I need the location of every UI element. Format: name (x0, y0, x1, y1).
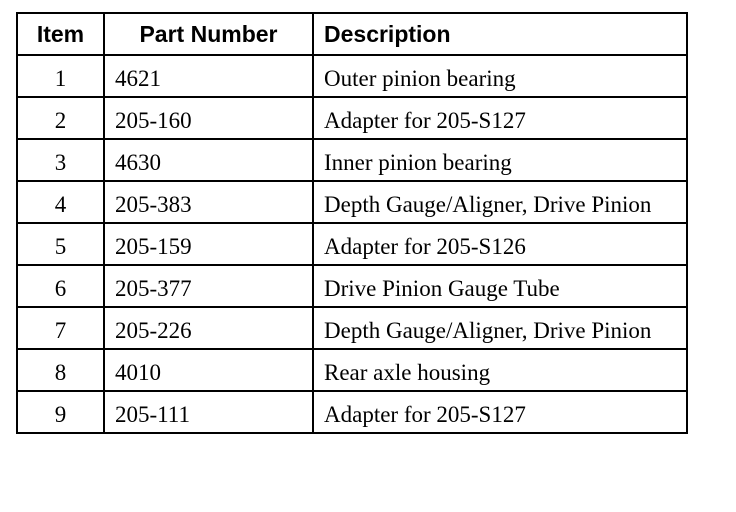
cell-part-number: 205-159 (104, 223, 313, 265)
table-row (17, 307, 687, 349)
cell-part-number: 205-377 (104, 265, 313, 307)
cell-item: 7 (17, 307, 104, 349)
table-row (17, 55, 687, 97)
table-row (17, 349, 687, 391)
cell-part-number: 205-160 (104, 97, 313, 139)
cell-item: 1 (17, 55, 104, 97)
header-part-number: Part Number (104, 13, 313, 55)
cell-part-number: 4621 (104, 55, 313, 97)
cell-description: Rear axle housing (313, 349, 687, 391)
cell-description: Adapter for 205-S126 (313, 223, 687, 265)
table-header (17, 13, 687, 55)
cell-item: 2 (17, 97, 104, 139)
table-row (17, 265, 687, 307)
cell-description: Drive Pinion Gauge Tube (313, 265, 687, 307)
cell-part-number: 4630 (104, 139, 313, 181)
cell-item: 5 (17, 223, 104, 265)
cell-item: 4 (17, 181, 104, 223)
header-item: Item (17, 13, 104, 55)
table-row (17, 139, 687, 181)
cell-item: 8 (17, 349, 104, 391)
cell-item: 9 (17, 391, 104, 433)
cell-part-number: 205-383 (104, 181, 313, 223)
cell-description: Depth Gauge/Aligner, Drive Pinion (313, 181, 687, 223)
table-row (17, 391, 687, 433)
cell-description: Adapter for 205-S127 (313, 97, 687, 139)
table-body (17, 55, 687, 433)
cell-item: 6 (17, 265, 104, 307)
header-row (17, 13, 687, 55)
cell-part-number: 205-226 (104, 307, 313, 349)
cell-part-number: 4010 (104, 349, 313, 391)
cell-description: Adapter for 205-S127 (313, 391, 687, 433)
parts-table (16, 12, 688, 434)
table-row (17, 181, 687, 223)
cell-description: Inner pinion bearing (313, 139, 687, 181)
cell-part-number: 205-111 (104, 391, 313, 433)
table-row (17, 97, 687, 139)
cell-description: Outer pinion bearing (313, 55, 687, 97)
table-row (17, 223, 687, 265)
cell-description: Depth Gauge/Aligner, Drive Pinion (313, 307, 687, 349)
header-description: Description (313, 13, 687, 55)
cell-item: 3 (17, 139, 104, 181)
